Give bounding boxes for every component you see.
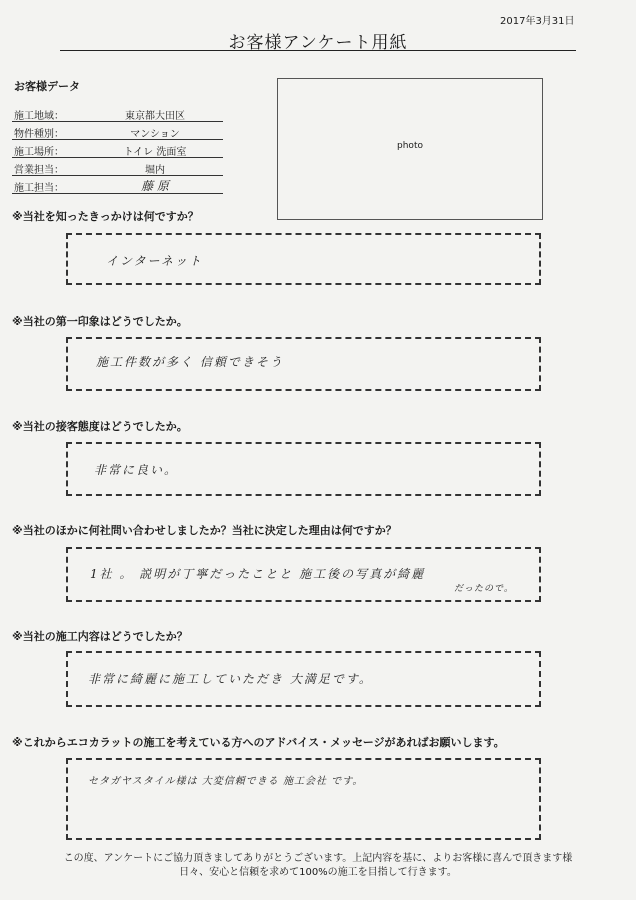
answer-box-2 (66, 337, 541, 391)
info-label: 施工担当： (14, 183, 64, 194)
question-3: ※当社の接客態度はどうでしたか。 (12, 420, 188, 433)
info-value-handwritten: 藤 原 (141, 179, 169, 193)
info-row-area (12, 104, 223, 122)
answer-3: 非常に良い。 (94, 463, 179, 477)
answer-box-1 (66, 233, 541, 285)
info-value: マンション (130, 129, 180, 140)
question-2: ※当社の第一印象はどうでしたか。 (12, 315, 188, 328)
info-label: 物件種別： (14, 129, 64, 140)
footer-line-2: 日々、安心と信頼を求めて100%の施工を目指して行きます。 (179, 867, 457, 878)
answer-5: 非常に綺麗に施工していただき 大満足です。 (88, 672, 373, 686)
photo-label: photo (397, 141, 423, 151)
answer-4-continued: だったので。 (454, 584, 514, 594)
info-label: 施工場所： (14, 147, 64, 158)
info-row-sales-rep (12, 158, 223, 176)
info-label: 営業担当： (14, 165, 64, 176)
info-label: 施工地域： (14, 111, 64, 122)
info-row-location (12, 140, 223, 158)
page-title: お客様アンケート用紙 (228, 33, 408, 53)
question-4: ※当社のほかに何社問い合わせしましたか？当社に決定した理由は何ですか？ (12, 524, 397, 537)
answer-box-4 (66, 547, 541, 602)
answer-6: セタガヤスタイル様は 大変信頼できる 施工会社 です。 (88, 776, 364, 787)
question-1: ※当社を知ったきっかけは何ですか？ (12, 210, 199, 223)
footer-message (0, 852, 636, 880)
title-underline (60, 50, 576, 51)
answer-4: 1社 。 説明が丁寧だったことと 施工後の写真が綺麗 (90, 567, 426, 581)
photo-placeholder (277, 78, 543, 220)
question-6: ※これからエコカラットの施工を考えている方へのアドバイス・メッセージがあればお願いします。 (12, 736, 505, 749)
info-row-installer (12, 176, 223, 194)
info-row-property-type (12, 122, 223, 140)
info-value: 堀内 (145, 165, 165, 176)
answer-box-3 (66, 442, 541, 496)
info-value: 東京都大田区 (125, 111, 185, 122)
answer-1: インターネット (106, 254, 203, 268)
customer-data-heading: お客様データ (14, 80, 80, 93)
footer-line-1: この度、アンケートにご協力頂きましてありがとうございます。上記内容を基に、よりお客様に喜んで頂きます様 (63, 853, 573, 864)
answer-box-6 (66, 758, 541, 840)
answer-box-5 (66, 651, 541, 707)
info-value: トイレ 洗面室 (123, 147, 187, 158)
survey-date: 2017年3月31日 (500, 16, 575, 27)
question-5: ※当社の施工内容はどうでしたか？ (12, 630, 188, 643)
answer-2: 施工件数が多く 信頼できそう (96, 355, 284, 369)
